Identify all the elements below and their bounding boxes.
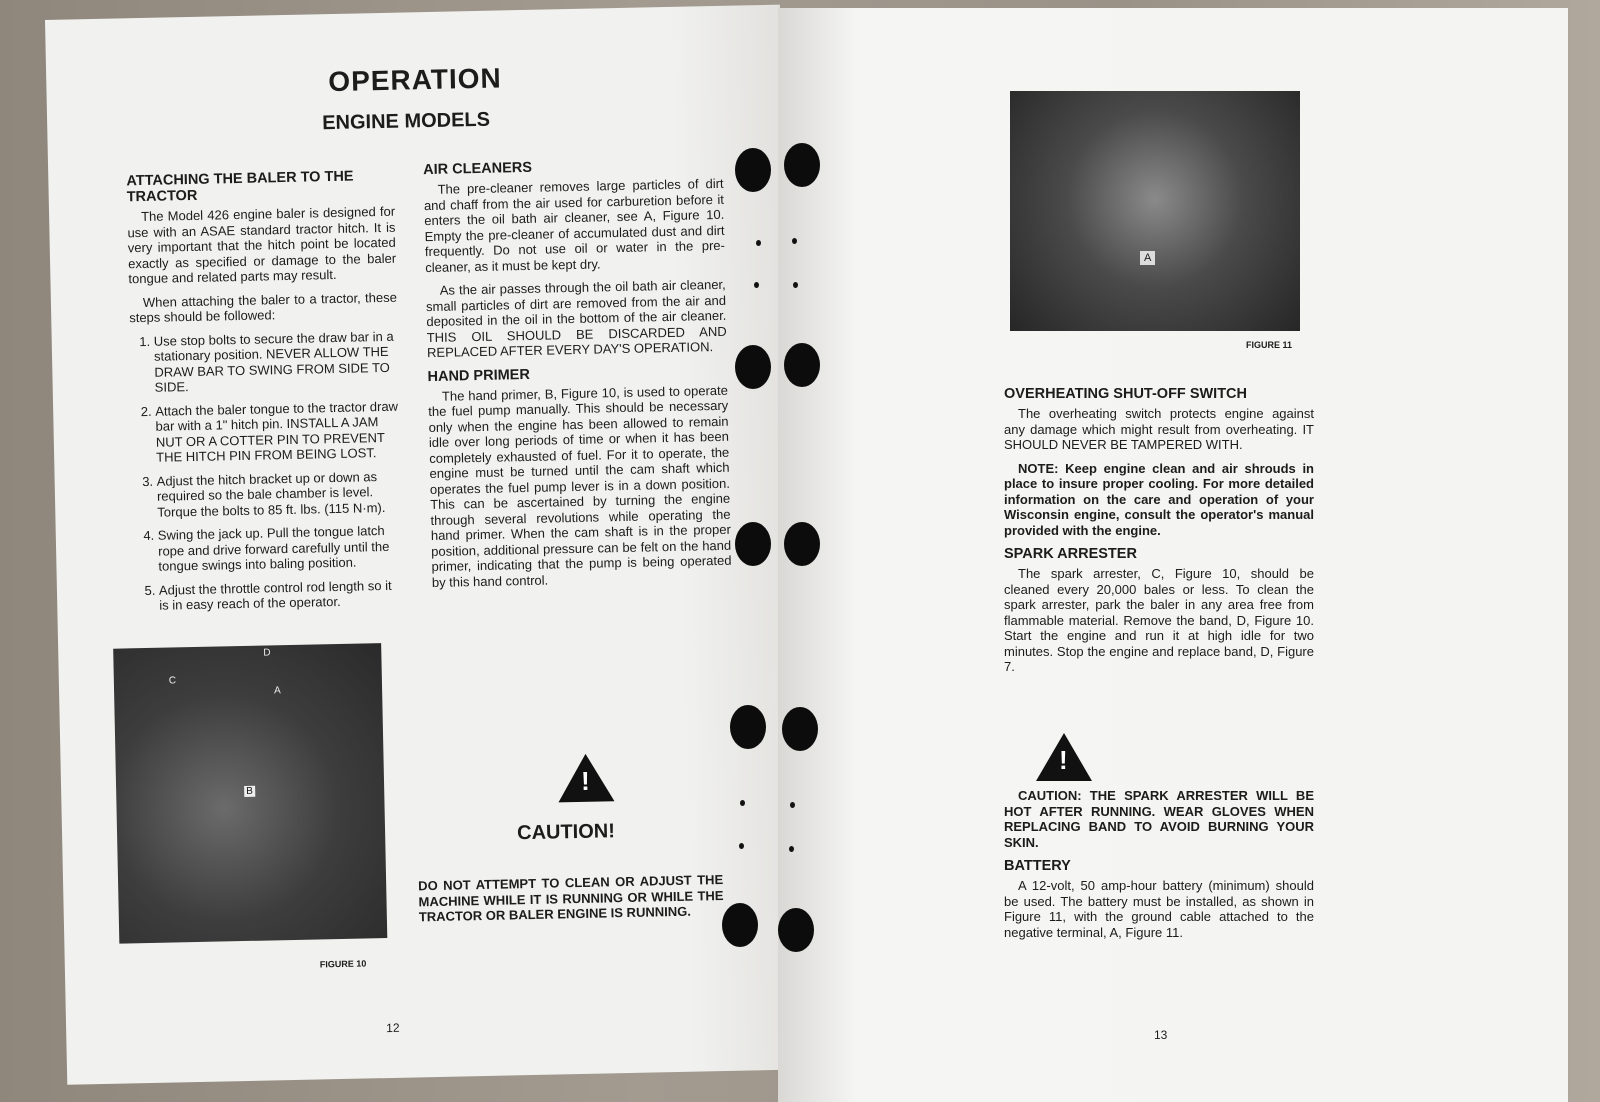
step: 2. Attach the baler tongue to the tractor draw bar with a 1" hitch pin. INSTALL A JAM NUT OR A COTTER PIN TO PREVENT THE HITCH PIN FROM BEING LOST. [155,398,400,465]
binding-hole [778,908,814,952]
spark-arrester-heading: SPARK ARRESTER [1004,546,1137,562]
page-number: 12 [386,1020,400,1036]
page-title: OPERATION [328,62,503,98]
page-number: 13 [1154,1028,1168,1042]
binding-dot [754,282,759,288]
air-cleaners-para1: The pre-cleaner removes large particles of dirt and chaff from the air used for carburetion before it enters the oil bath air cleaner, see A, Figure 10. Empty the pre-cleaner of accumulated dust and dirt frequently. Do not use oil or water in the pre-cleaner, as it must be kept dry. [423,175,726,275]
warning-icon: ! [557,753,614,802]
binding-dot [740,800,745,806]
binding-dot [790,802,795,808]
figure-label-a: A [273,685,281,697]
figure-label-d: D [263,647,271,659]
attaching-heading: ATTACHING THE BALER TO THE TRACTOR [126,168,354,206]
step: 5. Adjust the throttle control rod length so it is in easy reach of the operator. [159,577,404,613]
battery-heading: BATTERY [1004,858,1071,874]
caution-text: DO NOT ATTEMPT TO CLEAN OR ADJUST THE MACHINE WHILE IT IS RUNNING OR WHILE THE TRACTOR OR BALER ENGINE IS RUNNING. [418,871,724,925]
attaching-section [126,168,403,622]
caution-text: CAUTION: THE SPARK ARRESTER WILL BE HOT AFTER RUNNING. WEAR GLOVES WHEN REPLACING BAND TO AVOID BURNING YOUR SKIN. [1004,788,1314,850]
binding-hole [735,148,771,192]
binding-hole [784,522,820,566]
figure-10-caption: FIGURE 10 [319,958,367,970]
binding-hole [722,903,758,947]
caution-title: CAUTION! [516,820,616,845]
binding-hole [784,143,820,187]
step: 4. Swing the jack up. Pull the tongue latch rope and drive forward carefully until the tongue swings into baling position. [158,523,403,575]
hand-primer-para: The hand primer, B, Figure 10, is used to operate the fuel pump manually. This should be necessary only when the engine has been allowed to remain idle over long periods of time or when it has been completely exhausted of fuel. For it to operate, the engine must be turned until the cam shaft which operates the fuel pump lever is in a down position. This can be ascertained by turning the engine through several revolutions while operating the hand primer. When the cam shaft is in the proper position, additional pressure can be felt on the hand primer, indicating that the pump is being operated by this hand control. [428,382,732,590]
figure-label-c: C [168,675,177,687]
binding-hole [735,345,771,389]
binding-dot [793,282,798,288]
attaching-para2: When attaching the baler to a tractor, these steps should be followed: [129,289,398,326]
binding-hole [730,705,766,749]
figure-11-photo [1010,91,1300,331]
step: 1. Use stop bolts to secure the draw bar in a stationary position. NEVER ALLOW THE DRAW BAR TO SWING FROM SIDE TO SIDE. [154,328,399,395]
air-cleaners-para2: As the air passes through the oil bath air cleaner, small particles of dirt are removed from the air and deposited in the oil in the bottom of the air cleaner. THIS OIL SHOULD BE DISCARDED AND REPLACED AFTER EVERY DAY'S OPERATION. [425,276,727,361]
battery-para: A 12-volt, 50 amp-hour battery (minimum) should be used. The battery must be installed, as shown in Figure 11, with the ground cable attached to the negative terminal, A, Figure 11. [1004,878,1314,940]
figure-label-a: A [1140,251,1155,265]
air-cleaners-section [423,156,732,598]
overheating-para: The overheating switch protects engine against any damage which might result from overheating. IT SHOULD NEVER BE TAMPERED WITH. [1004,406,1314,452]
binding-dot [756,240,761,246]
air-cleaners-heading: AIR CLEANERS [423,159,533,179]
battery-section [1004,788,1314,948]
left-page [45,5,802,1085]
binding-hole [782,707,818,751]
binding-dot [789,846,794,852]
warning-icon: ! [1036,733,1092,781]
figure-11-caption: FIGURE 11 [1246,340,1293,350]
binding-hole [735,522,771,566]
binding-hole [784,343,820,387]
binding-dot [739,843,744,849]
overheating-heading: OVERHEATING SHUT-OFF SWITCH [1004,386,1248,402]
right-page [778,8,1568,1102]
overheating-note: NOTE: Keep engine clean and air shrouds in place to insure proper cooling. For more detailed information on the care and operation of your Wisconsin engine, consult the operator's manual provided with the engine. [1004,460,1314,538]
overheating-section [1004,386,1314,683]
figure-label-b: B [246,785,253,797]
page-subtitle: ENGINE MODELS [321,108,491,135]
attaching-para1: The Model 426 engine baler is designed for use with an ASAE standard tractor hitch. It is very important that the hitch point be located exactly as specified or damage to the baler tongue and related parts may result. [127,203,397,287]
attaching-steps [130,328,404,614]
binding-dot [792,238,797,244]
hand-primer-heading: HAND PRIMER [427,366,531,385]
step: 3. Adjust the hitch bracket up or down as required so the bale chamber is level. Torque the bolts to 85 ft. lbs. (115 N·m). [157,468,402,520]
figure-10-photo [113,643,387,944]
spark-arrester-para: The spark arrester, C, Figure 10, should be cleaned every 20,000 bales or less. To clean the spark arrester, park the baler in any area free from flammable material. Remove the band, D, Figure 10. Start the engine and run it at high idle for two minutes. Stop the engine and replace band, D, Figure 7. [1004,566,1314,674]
